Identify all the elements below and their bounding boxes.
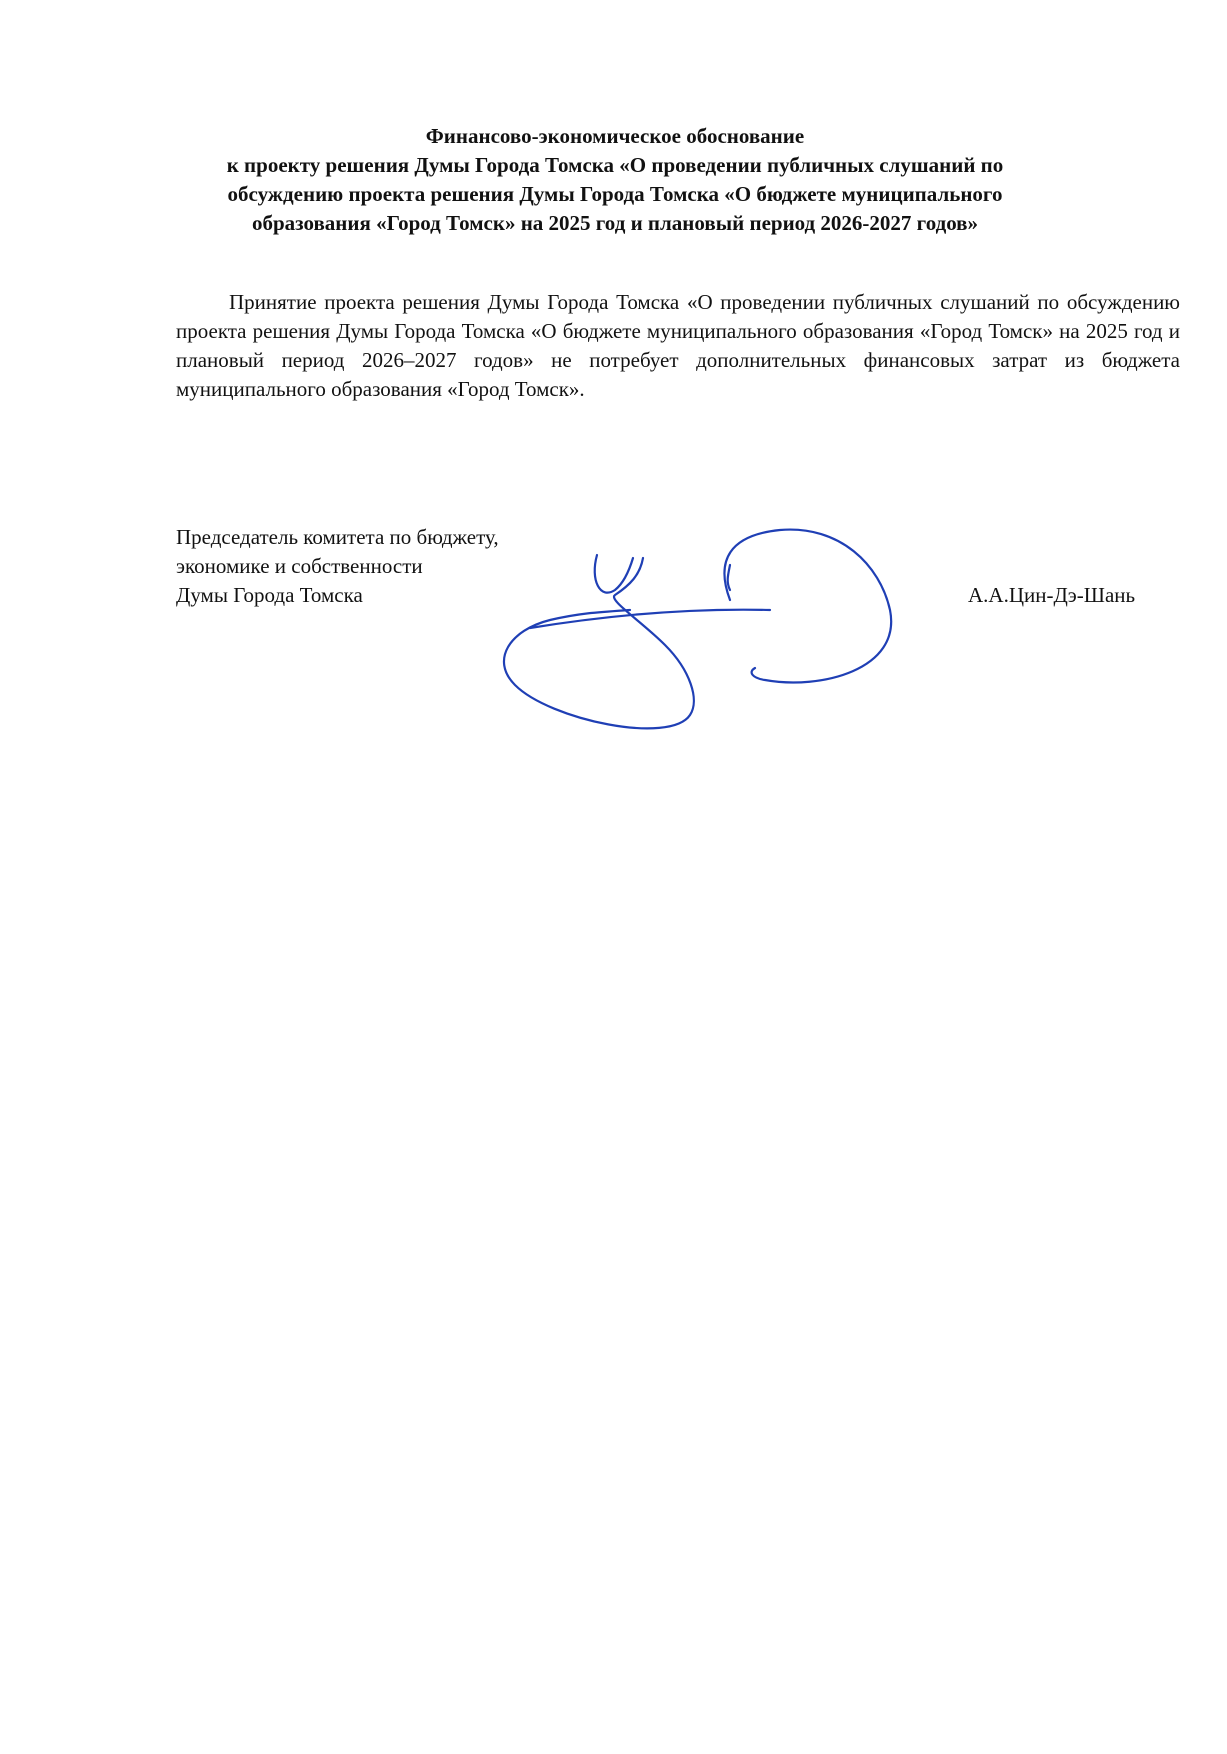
signer-name: А.А.Цин-Дэ-Шань [968,583,1136,607]
title-line-1: Финансово-экономическое обоснование [425,124,805,148]
body-paragraph: Принятие проекта решения Думы Города Томска «О проведении публичных слушаний по обсуждению проекта решения Думы Города Томска «О бюджете муниципального образования «Город Томск» на 2025 год и плановый период 2026–2027 годов» не потребует дополнительных финансовых затрат из бюджета муниципального образования «Город Томск». [176,290,1180,401]
title-line-3: обсуждению проекта решения Думы Города Томска «О бюджете муниципального [227,182,1003,206]
signature-stroke-3 [530,610,770,628]
signer-position [176,523,499,610]
document-title [180,122,1050,238]
signature-stroke-2 [504,558,694,728]
signer-position-line-2: экономике и собственности [176,554,423,578]
signature-stroke-5 [728,565,730,590]
title-line-4: образования «Город Томск» на 2025 год и плановый период 2026-2027 годов» [251,211,979,235]
signer-position-line-1: Председатель комитета по бюджету, [176,525,499,549]
title-line-2: к проекту решения Думы Города Томска «О проведении публичных слушаний по [226,153,1004,177]
signer-position-line-3: Думы Города Томска [176,583,363,607]
handwritten-signature [490,520,950,740]
signature-stroke-4 [724,530,891,683]
